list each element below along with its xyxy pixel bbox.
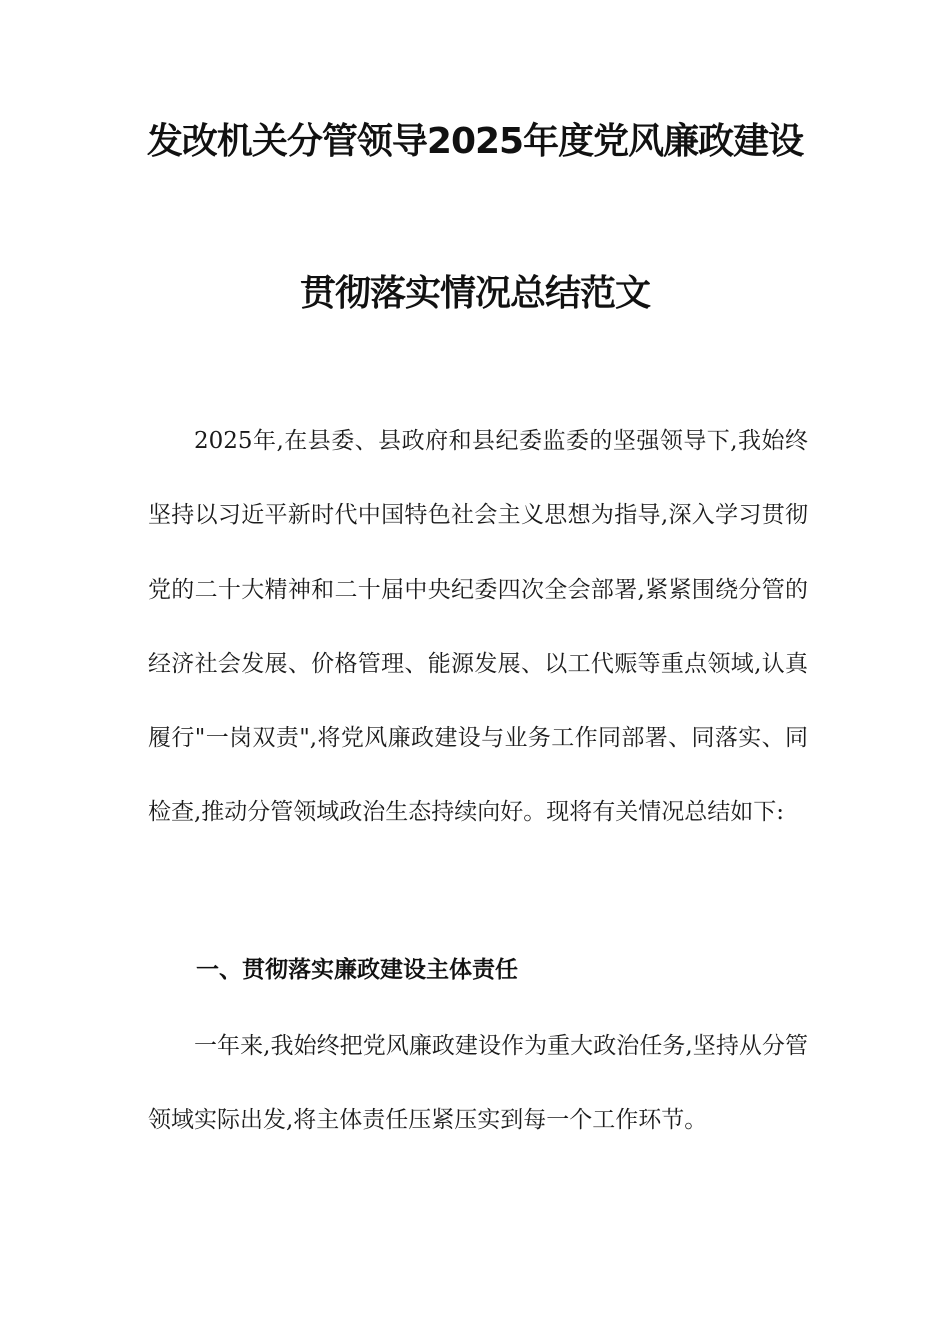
section-1-paragraph: 一年来,我始终把党风廉政建设作为重大政治任务,坚持从分管领域实际出发,将主体责任压紧压实到每一个工作环节。 xyxy=(148,1033,808,1134)
intro-paragraph: 2025年,在县委、县政府和县纪委监委的坚强领导下,我始终坚持以习近平新时代中国特色社会主义思想为指导,深入学习贯彻党的二十大精神和二十届中央纪委四次全会部署,紧紧围绕分管的经济社会发展、价格管理、能源发展、以工代赈等重点领域,认真履行"一岗双责",将党风廉政建设与业务工作同部署、同落实、同检查,推动分管领域政治生态持续向好。现将有关情况总结如下: xyxy=(148,428,808,826)
document-title-line-2: 贯彻落实情况总结范文 xyxy=(299,273,650,314)
document-title-line-1: 发改机关分管领导2025年度党风廉政建设 xyxy=(146,121,804,162)
section-heading-1: 一、贯彻落实廉政建设主体责任 xyxy=(196,956,518,983)
